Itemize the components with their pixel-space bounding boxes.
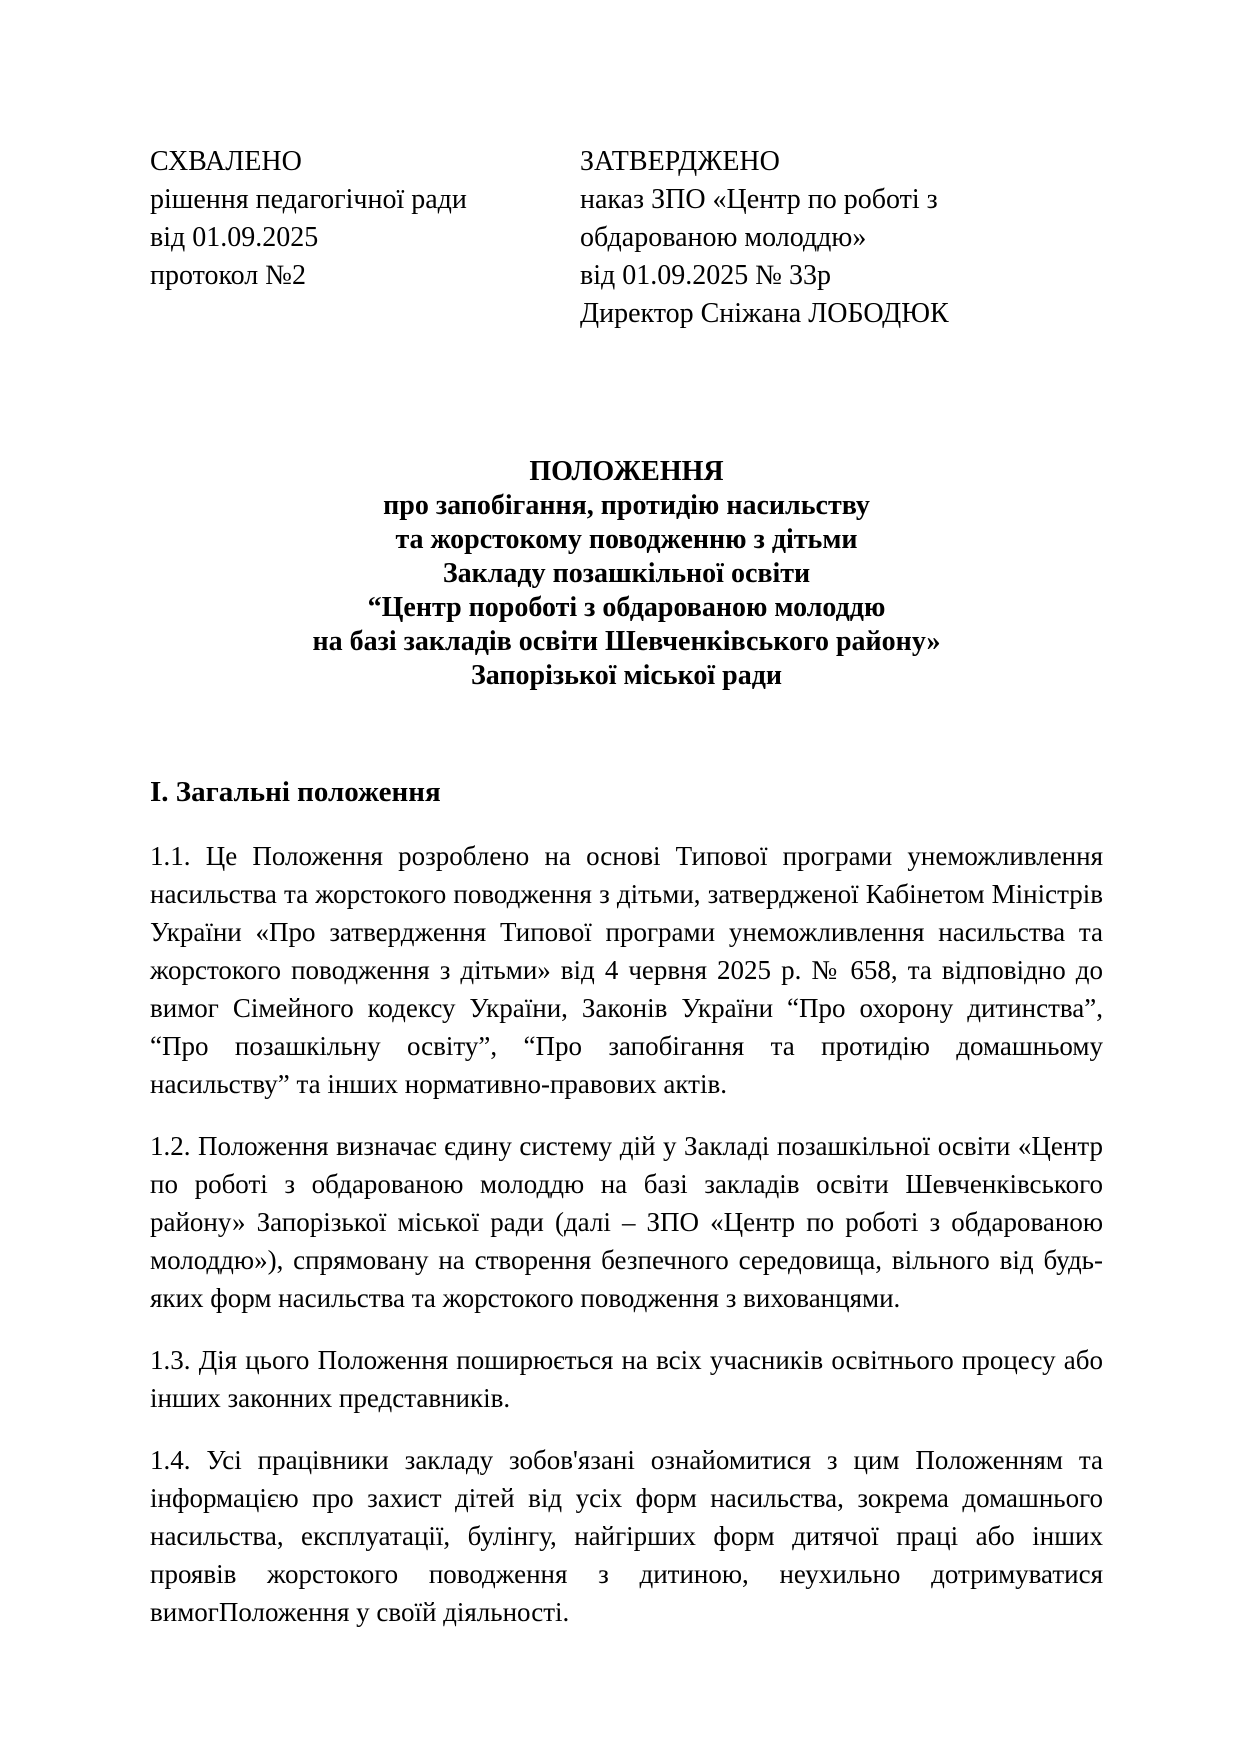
paragraph-1-4: 1.4. Усі працівники закладу зобов'язані ознайомитися з цим Положенням та інформацією про захист дітей від усіх форм насильства, зокрема домашнього насильства, експлуатації, булінгу, найгірших форм дитячої праці або інших проявів жорстокого поводження з дитиною, неухильно дотримуватися вимогПоложення у своїй діяльності.: [150, 1445, 1103, 1627]
title-line: “Центр пороботі з обдарованою молоддю: [367, 592, 886, 623]
approval-left-line: від 01.09.2025: [150, 222, 319, 253]
approval-right-column: [580, 143, 1103, 333]
title-line: про запобігання, протидію насильству: [383, 490, 870, 521]
approval-right-line: Директор Сніжана ЛОБОДЮК: [580, 298, 949, 329]
paragraph-1-3: 1.3. Дія цього Положення поширюється на всіх учасників освітнього процесу або інших законних представників.: [150, 1345, 1103, 1413]
title-line: та жорстокому поводженню з дітьми: [395, 524, 858, 555]
document-title: [150, 455, 1103, 693]
title-line: Закладу позашкільної освіти: [442, 558, 811, 589]
title-line: Запорізької міської ради: [471, 660, 782, 691]
title-line: на базі закладів освіти Шевченківського району»: [312, 626, 941, 657]
approval-block: [150, 143, 1103, 333]
section-body: [150, 837, 1103, 1631]
approval-left-line: СХВАЛЕНО: [150, 146, 302, 177]
paragraph-1-1: 1.1. Це Положення розроблено на основі Типової програми унеможливлення насильства та жорстокого поводження з дітьми, затвердженої Кабінетом Міністрів України «Про затвердження Типової програми унеможливлення насильства та жорстокого поводження з дітьми» від 4 червня 2025 р. № 658, та відповідно до вимог Сімейного кодексу України, Законів України “Про охорону дитинства”, “Про позашкільну освіту”, “Про запобігання та протидію домашньому насильству” та інших нормативно-правових актів.: [150, 841, 1103, 1099]
title-line: ПОЛОЖЕННЯ: [529, 456, 724, 487]
section-heading: І. Загальні положення: [150, 776, 441, 808]
approval-right-line: обдарованою молоддю»: [580, 222, 867, 253]
approval-right-line: від 01.09.2025 № 33р: [580, 260, 831, 291]
approval-left-column: [150, 143, 580, 333]
approval-left-line: протокол №2: [150, 260, 306, 291]
approval-right-line: наказ ЗПО «Центр по роботі з: [580, 184, 938, 215]
paragraph-1-2: 1.2. Положення визначає єдину систему дій у Закладі позашкільної освіти «Центр по роботі з обдарованою молоддю на базі закладів освіти Шевченківського району» Запорізької міської ради (далі – ЗПО «Центр по роботі з обдарованою молоддю»), спрямовану на створення безпечного середовища, вільного від будь-яких форм насильства та жорстокого поводження з вихованцями.: [150, 1131, 1103, 1313]
approval-left-line: рішення педагогічної ради: [150, 184, 467, 215]
approval-right-line: ЗАТВЕРДЖЕНО: [580, 146, 780, 177]
